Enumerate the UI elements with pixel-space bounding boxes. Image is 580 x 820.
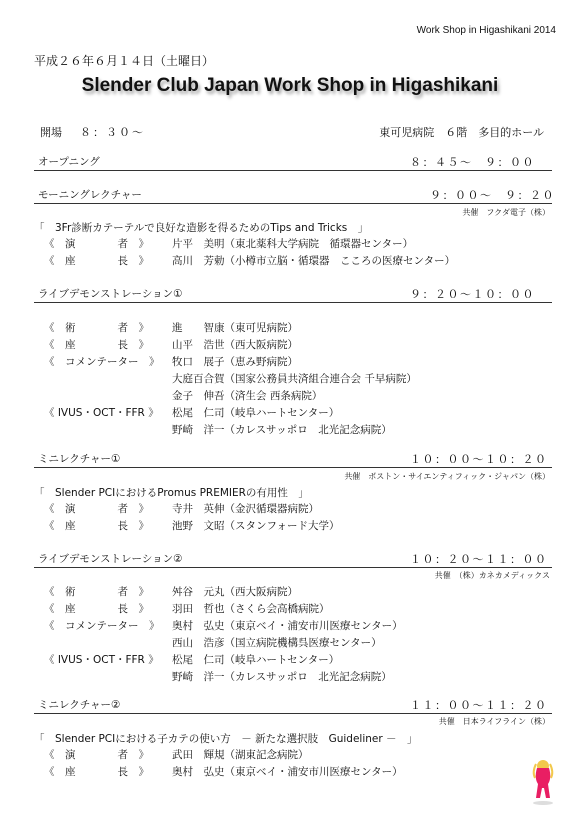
person-entry: 舛谷 元丸（西大阪病院） xyxy=(172,586,298,598)
role-label: 《 コメンテーター 》 xyxy=(44,620,160,632)
section-title-live-demo-2: ライブデモンストレーション② xyxy=(38,553,183,565)
sponsor-mini-lecture-1: 共催 ボストン・サイエンティフィック・ジャパン（株） xyxy=(344,472,550,481)
venue: 東可児病院 ６階 多目的ホール xyxy=(379,126,544,139)
section-time-live-demo-2: １０：２０～１１：００ xyxy=(410,553,548,566)
role-label: 《 演 者 》 xyxy=(44,749,149,761)
section-divider xyxy=(34,713,552,714)
topic-morning-lecture: 「 3Fr診断カテーテルで良好な造影を得るためのTips and Tricks 」 xyxy=(34,222,369,234)
person-entry: 松尾 仁司（岐阜ハートセンター） xyxy=(172,407,340,419)
topic-mini-lecture-1: 「 Slender PCIにおけるPromus PREMIERの有用性 」 xyxy=(34,487,309,499)
section-title-live-demo-1: ライブデモンストレーション① xyxy=(38,288,183,300)
event-date: 平成２６年６月１４日（土曜日） xyxy=(34,54,215,68)
page-title: Slender Club Japan Work Shop in Higashikani xyxy=(81,75,499,96)
role-label: 《 術 者 》 xyxy=(44,586,149,598)
person-entry: 奥村 弘史（東京ベイ・浦安市川医療センター） xyxy=(172,766,403,778)
person-entry: 片平 美明（東北薬科大学病院 循環器センター） xyxy=(172,238,414,250)
header-event-name: Work Shop in Higashikani 2014 xyxy=(416,25,556,36)
person-entry: 野崎 洋一（カレスサッポロ 北光記念病院） xyxy=(172,424,392,436)
role-label: 《 座 長 》 xyxy=(44,766,149,778)
role-label: 《 演 者 》 xyxy=(44,238,149,250)
person-entry: 大庭百合賀（国家公務員共済組合連合会 千早病院） xyxy=(172,373,417,385)
section-time-mini-lecture-1: １０：００～１０：２０ xyxy=(410,453,548,466)
topic-mini-lecture-2: 「 Slender PCIにおける子カテの使い方 － 新たな選択肢 Guideliner － 」 xyxy=(34,733,418,745)
section-time-live-demo-1: ９：２０～１０：００ xyxy=(410,288,535,301)
role-label: 《 IVUS・OCT・FFR 》 xyxy=(44,407,159,419)
role-label: 《 演 者 》 xyxy=(44,503,149,515)
section-title-opening: オープニング xyxy=(38,156,100,168)
mascot-illustration xyxy=(528,758,558,806)
role-label: 《 座 長 》 xyxy=(44,255,149,267)
role-label: 《 座 長 》 xyxy=(44,520,149,532)
section-time-morning-lecture: ９：００～ ９：２０ xyxy=(430,189,555,202)
sponsor-mini-lecture-2: 共催 日本ライフライン（株） xyxy=(438,717,550,726)
section-divider xyxy=(34,567,552,568)
person-entry: 奥村 弘史（東京ベイ・浦安市川医療センター） xyxy=(172,620,403,632)
person-entry: 松尾 仁司（岐阜ハートセンター） xyxy=(172,654,340,666)
section-divider xyxy=(34,203,552,204)
person-entry: 牧口 展子（恵み野病院） xyxy=(172,356,298,368)
section-title-morning-lecture: モーニングレクチャー xyxy=(38,189,142,201)
person-entry: 池野 文昭（スタンフォード大学） xyxy=(172,520,340,532)
person-entry: 山平 浩世（西大阪病院） xyxy=(172,339,298,351)
opening-time: ８：３０～ xyxy=(80,126,145,139)
role-label: 《 IVUS・OCT・FFR 》 xyxy=(44,654,159,666)
person-entry: 武田 輝規（湖東記念病院） xyxy=(172,749,309,761)
section-divider xyxy=(34,170,552,171)
person-entry: 西山 浩彦（国立病院機構呉医療センター） xyxy=(172,637,382,649)
section-title-mini-lecture-1: ミニレクチャー① xyxy=(38,453,121,465)
section-title-mini-lecture-2: ミニレクチャー② xyxy=(38,699,121,711)
section-time-opening: ８：４５～ ９：００ xyxy=(410,156,535,169)
role-label: 《 座 長 》 xyxy=(44,603,149,615)
person-entry: 金子 伸吾（済生会 西条病院） xyxy=(172,390,323,402)
sponsor-live-demo-2: 共催 （株）カネカメディックス xyxy=(434,571,550,580)
section-divider xyxy=(34,467,552,468)
person-entry: 寺井 英伸（金沢循環器病院） xyxy=(172,503,319,515)
person-entry: 野崎 洋一（カレスサッポロ 北光記念病院） xyxy=(172,671,392,683)
opening-label: 開場 xyxy=(40,126,62,139)
section-time-mini-lecture-2: １１：００～１１：２０ xyxy=(410,699,548,712)
section-divider xyxy=(34,302,552,303)
person-entry: 羽田 哲也（さくら会高橋病院） xyxy=(172,603,330,615)
role-label: 《 座 長 》 xyxy=(44,339,149,351)
sponsor-morning-lecture: 共催 フクダ電子（株） xyxy=(462,208,550,217)
role-label: 《 術 者 》 xyxy=(44,322,149,334)
role-label: 《 コメンテーター 》 xyxy=(44,356,160,368)
person-entry: 進 智康（東可児病院） xyxy=(172,322,298,334)
person-entry: 高川 芳勅（小樽市立脳・循環器 こころの医療センター） xyxy=(172,255,456,267)
